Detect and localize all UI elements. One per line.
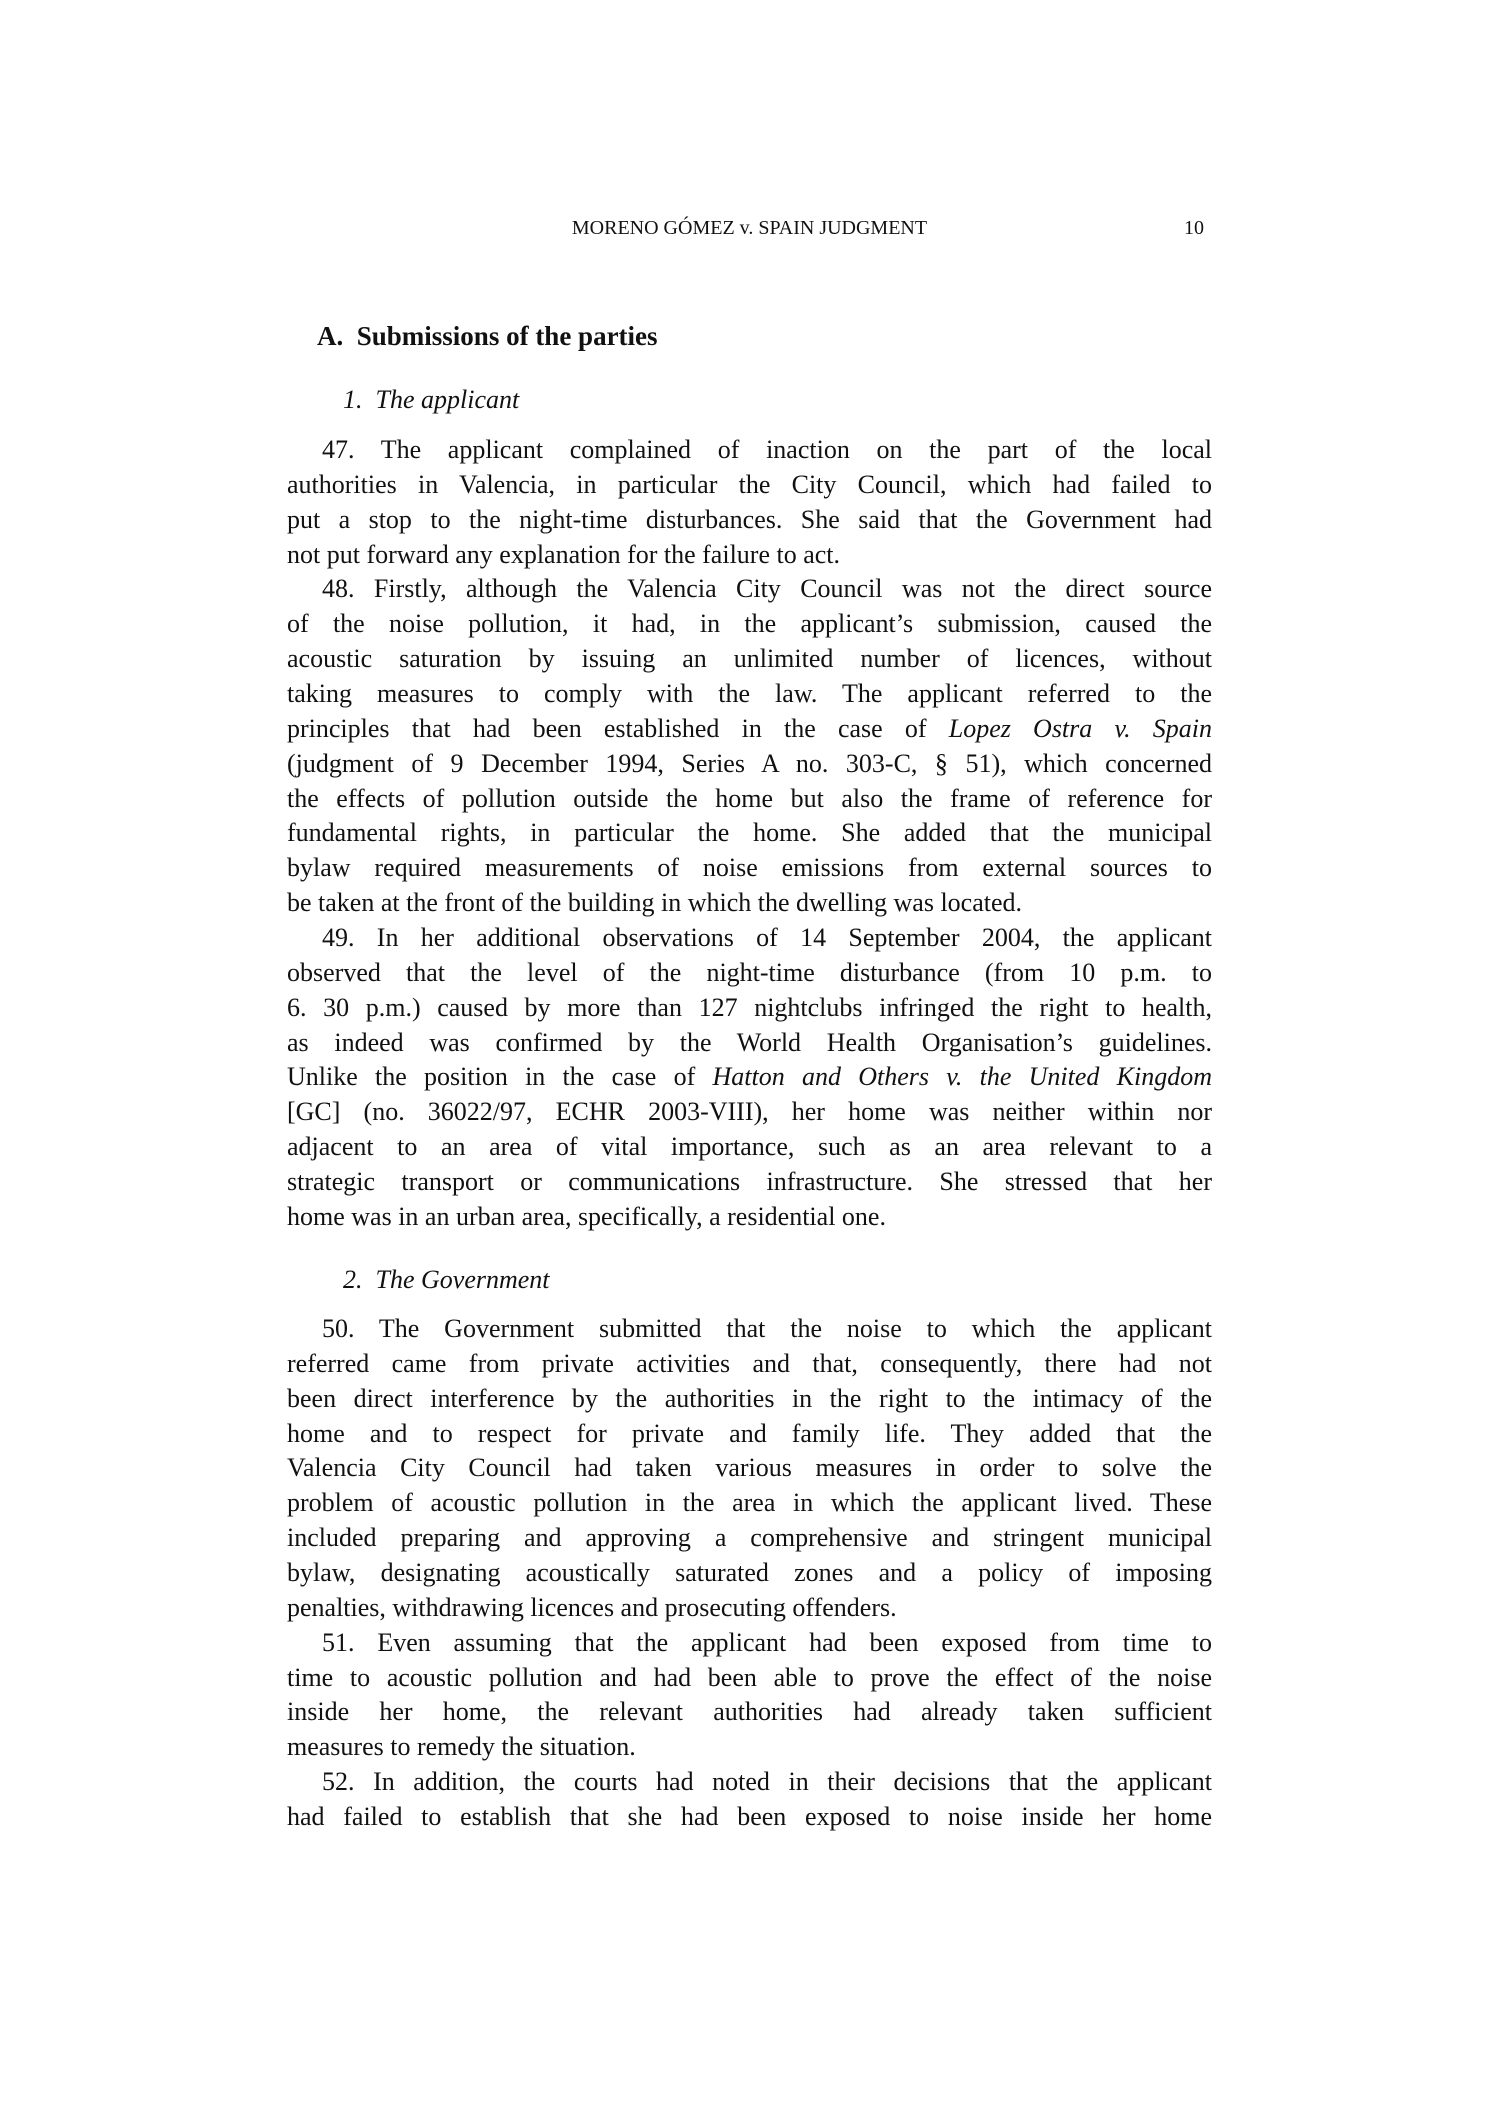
text-line xyxy=(287,1486,1212,1521)
text-run: (judgment of 9 December 1994, Series A no. 303-C, § 51), which concerned xyxy=(287,748,1212,778)
text-line xyxy=(287,1382,1212,1417)
text-line xyxy=(287,677,1212,712)
text-run: [GC] (no. 36022/97, ECHR 2003-VIII), her home was neither within nor xyxy=(287,1097,1212,1127)
case-citation: Lopez Ostra v. Spain xyxy=(948,713,1212,743)
text-run: problem of acoustic pollution in the area in which the applicant lived. These xyxy=(287,1488,1212,1518)
text-line xyxy=(287,921,1212,956)
text-line xyxy=(287,1095,1212,1130)
paragraph-50 xyxy=(287,1312,1212,1626)
text-line xyxy=(287,1130,1212,1165)
text-run: bylaw required measurements of noise emissions from external sources to xyxy=(287,853,1212,883)
text-run: be taken at the front of the building in which the dwelling was located. xyxy=(287,888,1023,918)
text-run: been direct interference by the authorities in the right to the intimacy of the xyxy=(287,1383,1212,1413)
text-line xyxy=(287,1556,1212,1591)
text-run: had failed to establish that she had been exposed to noise inside her home xyxy=(287,1802,1212,1832)
text-line xyxy=(287,1730,1212,1765)
text-line xyxy=(287,747,1212,782)
text-line xyxy=(287,1347,1212,1382)
paragraph-49 xyxy=(287,921,1212,1235)
paragraph-52 xyxy=(287,1765,1212,1835)
subsection-heading-applicant: 1. The applicant xyxy=(343,385,520,414)
text-run: referred came from private activities and that, consequently, there had not xyxy=(287,1348,1212,1378)
text-run: Valencia City Council had taken various measures in order to solve the xyxy=(287,1453,1212,1483)
text-line xyxy=(287,1026,1212,1061)
paragraph-48 xyxy=(287,572,1212,921)
page-number: 10 xyxy=(1184,217,1204,239)
text-line xyxy=(287,1765,1212,1800)
text-line xyxy=(287,1591,1212,1626)
text-run: observed that the level of the night-time disturbance (from 10 p.m. to xyxy=(287,957,1212,987)
text-run: bylaw, designating acoustically saturated zones and a policy of imposing xyxy=(287,1558,1212,1588)
text-run: 52. In addition, the courts had noted in their decisions that the applicant xyxy=(322,1767,1212,1797)
text-run: measures to remedy the situation. xyxy=(287,1732,636,1762)
running-header xyxy=(287,213,1212,243)
text-run: 50. The Government submitted that the noise to which the applicant xyxy=(322,1314,1212,1343)
text-run: taking measures to comply with the law. The applicant referred to the xyxy=(287,678,1212,708)
text-line xyxy=(287,886,1212,921)
text-run: home was in an urban area, specifically, a residential one. xyxy=(287,1201,886,1231)
text-run: penalties, withdrawing licences and prosecuting offenders. xyxy=(287,1592,897,1622)
text-line xyxy=(287,1521,1212,1556)
case-citation: Hatton and Others v. the United Kingdom xyxy=(712,1062,1212,1092)
text-line xyxy=(287,782,1212,817)
text-line xyxy=(287,538,1212,573)
text-line xyxy=(287,1695,1212,1730)
text-run: 47. The applicant complained of inaction on the part of the local xyxy=(322,435,1212,464)
section-heading: A. Submissions of the parties xyxy=(317,321,658,351)
text-run: authorities in Valencia, in particular the City Council, which had failed to xyxy=(287,469,1212,499)
text-run: included preparing and approving a comprehensive and stringent municipal xyxy=(287,1523,1212,1553)
text-line xyxy=(287,1451,1212,1486)
text-line xyxy=(287,572,1212,607)
text-line xyxy=(287,1312,1212,1347)
text-line xyxy=(287,1200,1212,1235)
text-line xyxy=(287,991,1212,1026)
text-line xyxy=(287,816,1212,851)
text-run: Unlike the position in the case of xyxy=(287,1062,713,1092)
text-run: the effects of pollution outside the home but also the frame of reference for xyxy=(287,783,1212,813)
text-run: adjacent to an area of vital importance, such as an area relevant to a xyxy=(287,1132,1212,1162)
text-line xyxy=(287,956,1212,991)
text-run: of the noise pollution, it had, in the applicant’s submission, caused the xyxy=(287,609,1212,639)
text-run: time to acoustic pollution and had been able to prove the effect of the noise xyxy=(287,1662,1212,1692)
text-run: as indeed was confirmed by the World Health Organisation’s guidelines. xyxy=(287,1027,1212,1057)
text-line xyxy=(287,1661,1212,1696)
text-line xyxy=(287,1626,1212,1661)
text-run: not put forward any explanation for the failure to act. xyxy=(287,539,841,569)
text-line xyxy=(287,642,1212,677)
text-line xyxy=(287,851,1212,886)
text-run: put a stop to the night-time disturbances. She said that the Government had xyxy=(287,504,1212,534)
text-line xyxy=(287,1060,1212,1095)
text-run: home and to respect for private and family life. They added that the xyxy=(287,1418,1212,1448)
text-run: 49. In her additional observations of 14 September 2004, the applicant xyxy=(322,923,1212,952)
paragraph-47 xyxy=(287,433,1212,572)
paragraph-51 xyxy=(287,1626,1212,1765)
text-run: acoustic saturation by issuing an unlimited number of licences, without xyxy=(287,644,1212,674)
subsection-heading-government: 2. The Government xyxy=(343,1265,550,1294)
text-run: 6. 30 p.m.) caused by more than 127 nightclubs infringed the right to health, xyxy=(287,992,1212,1022)
text-line xyxy=(287,503,1212,538)
text-run: fundamental rights, in particular the home. She added that the municipal xyxy=(287,818,1212,848)
text-run: inside her home, the relevant authorities had already taken sufficient xyxy=(287,1697,1212,1727)
text-line xyxy=(287,1165,1212,1200)
text-line xyxy=(287,712,1212,747)
text-line xyxy=(287,1417,1212,1452)
text-run: 48. Firstly, although the Valencia City Council was not the direct source xyxy=(322,574,1212,604)
text-line xyxy=(287,468,1212,503)
running-title: MORENO GÓMEZ v. SPAIN JUDGMENT xyxy=(571,217,928,239)
text-line xyxy=(287,433,1212,468)
text-line xyxy=(287,607,1212,642)
text-run: principles that had been established in the case of xyxy=(287,713,949,743)
text-run: strategic transport or communications infrastructure. She stressed that her xyxy=(287,1167,1212,1197)
text-run: 51. Even assuming that the applicant had been exposed from time to xyxy=(322,1627,1212,1657)
text-line xyxy=(287,1800,1212,1835)
